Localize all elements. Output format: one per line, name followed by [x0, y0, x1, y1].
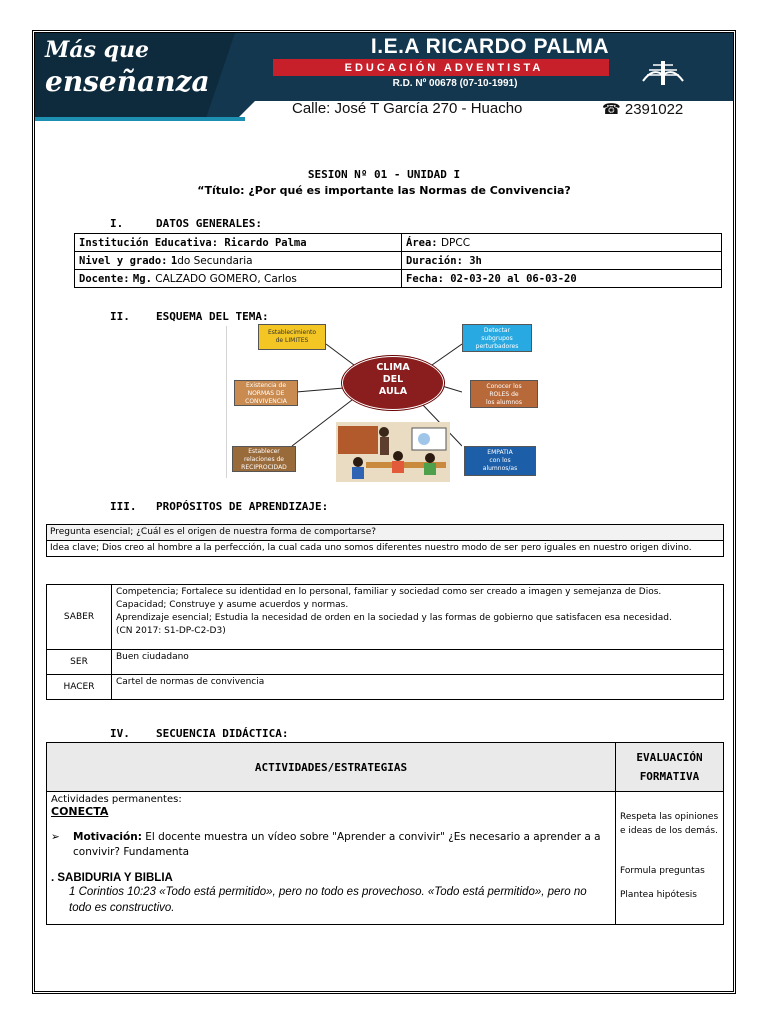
- actividades-content: [47, 792, 616, 925]
- hacer-label: HACER: [47, 675, 112, 700]
- school-subtitle: [275, 61, 613, 76]
- pregunta-esencial: Pregunta esencial; ¿Cuál es el origen de nuestra forma de comportarse?: [47, 525, 724, 541]
- sabiduria-label: . SABIDURIA Y BIBLIA: [51, 872, 173, 884]
- school-phone: [602, 100, 683, 118]
- session-title: “Título: ¿Por qué es importante las Normas de Convivencia?: [197, 184, 571, 197]
- session-line: SESION Nº 01 - UNIDAD I: [307, 168, 461, 181]
- subtitle-part-b: ADVENTISTA: [443, 62, 544, 74]
- section-4-heading: [110, 727, 288, 740]
- conecta-label: CONECTA: [51, 805, 109, 818]
- evaluacion-content: [616, 792, 724, 925]
- node-roles: Conocer los ROLES de los alumnos: [470, 380, 538, 408]
- cn-text: (CN 2017: S1-DP-C2-D3): [116, 626, 226, 636]
- idea-clave: Idea clave; Dios creo al hombre a la perfección, la cual cada uno somos diferentes nuestro modo de ser pero iguales en nuestro origen divino.: [47, 541, 724, 557]
- section-2-number: II.: [110, 310, 130, 323]
- section-3-number: III.: [110, 500, 137, 513]
- saber-label: SABER: [47, 585, 112, 650]
- section-2-title: ESQUEMA DEL TEMA:: [156, 310, 269, 323]
- phone-icon: ☎: [602, 101, 621, 118]
- adventist-emblem-icon: [639, 59, 687, 89]
- propositos-table: [46, 524, 724, 557]
- competencia-text: Competencia; Fortalece su identidad en lo personal, familiar y sociedad como ser creado a imagen y semejanza de Dios.: [116, 587, 662, 597]
- motivacion-item: ➢ Motivación: El docente muestra un vídeo sobre "Aprender a convivir" ¿Es necesario a aprender a a convivir? Fundamenta: [51, 831, 601, 858]
- secuencia-table: [46, 742, 724, 925]
- classroom-illustration: [336, 422, 450, 482]
- ser-value: Buen ciudadano: [112, 650, 724, 675]
- saber-content: [112, 585, 724, 650]
- section-4-number: IV.: [110, 727, 130, 740]
- subtitle-part-a: EDUCACIÓN: [344, 62, 439, 74]
- node-subgrupos: Detectar subgrupos perturbadores: [462, 324, 532, 352]
- bible-citation: 1 Corintios 10:23 «Todo está permitido», pero no todo es provechoso. «Todo está permitido», pero no todo es constructivo.: [69, 886, 587, 914]
- section-3-heading: [110, 500, 328, 513]
- aprendizaje-text: Aprendizaje esencial; Estudia la necesidad de orden en la sociedad y las formas de gobierno que satisfacen esa necesidad.: [116, 613, 672, 623]
- capacidad-text: Capacidad; Construye y asume acuerdos y normas.: [116, 600, 349, 610]
- actividades-permanentes: Actividades permanentes:: [51, 794, 182, 805]
- section-1-heading: [110, 217, 262, 230]
- eval-plantea: Plantea hipótesis: [620, 890, 697, 900]
- area-cell: Área: DPCC: [402, 234, 722, 252]
- phone-number: 2391022: [624, 101, 684, 118]
- arrow-bullet-icon: ➢: [51, 831, 60, 843]
- node-limites: Establecimiento de LIMITES: [258, 324, 326, 350]
- ser-label: SER: [47, 650, 112, 675]
- fecha-cell: Fecha: 02-03-20 al 06-03-20: [402, 270, 722, 288]
- docente-cell: Docente: Mg. CALZADO GOMERO, Carlos: [75, 270, 402, 288]
- section-1-title: DATOS GENERALES:: [156, 217, 262, 230]
- clima-del-aula-node: CLIMA DEL AULA: [342, 356, 444, 410]
- section-4-title: SECUENCIA DIDÁCTICA:: [156, 727, 289, 740]
- node-reciprocidad: Establecer relaciones de RECIPROCIDAD: [232, 446, 296, 472]
- actividades-header: ACTIVIDADES/ESTRATEGIAS: [47, 743, 616, 792]
- concept-diagram: [226, 322, 522, 482]
- datos-generales-table: [74, 233, 722, 288]
- resolution-number: R.D. Nº 00678 (07-10-1991): [392, 78, 518, 89]
- hacer-value: Cartel de normas de convivencia: [112, 675, 724, 700]
- duracion-cell: Duración: 3h: [402, 252, 722, 270]
- nivel-cell: Nivel y grado: 1do Secundaria: [75, 252, 402, 270]
- eval-respeta: Respeta las opiniones e ideas de los demás.: [620, 812, 719, 836]
- node-empatia: EMPATIA con los alumnos/as: [464, 446, 536, 476]
- evaluacion-header: EVALUACIÓN FORMATIVA: [616, 743, 724, 792]
- logo-line-2: enseñanza: [45, 65, 210, 98]
- institucion-cell: Institución Educativa: Ricardo Palma: [75, 234, 402, 252]
- school-name: I.E.A RICARDO PALMA: [370, 35, 610, 58]
- logo-line-1: Más que: [45, 37, 150, 63]
- school-address: Calle: José T García 270 - Huacho: [292, 100, 523, 117]
- section-3-title: PROPÓSITOS DE APRENDIZAJE:: [156, 500, 329, 513]
- saber-ser-hacer-table: [46, 584, 724, 700]
- section-1-number: I.: [110, 217, 124, 230]
- node-normas: Existencia de NORMAS DE CONVIVENCIA: [234, 380, 298, 406]
- eval-formula: Formula preguntas: [620, 866, 705, 876]
